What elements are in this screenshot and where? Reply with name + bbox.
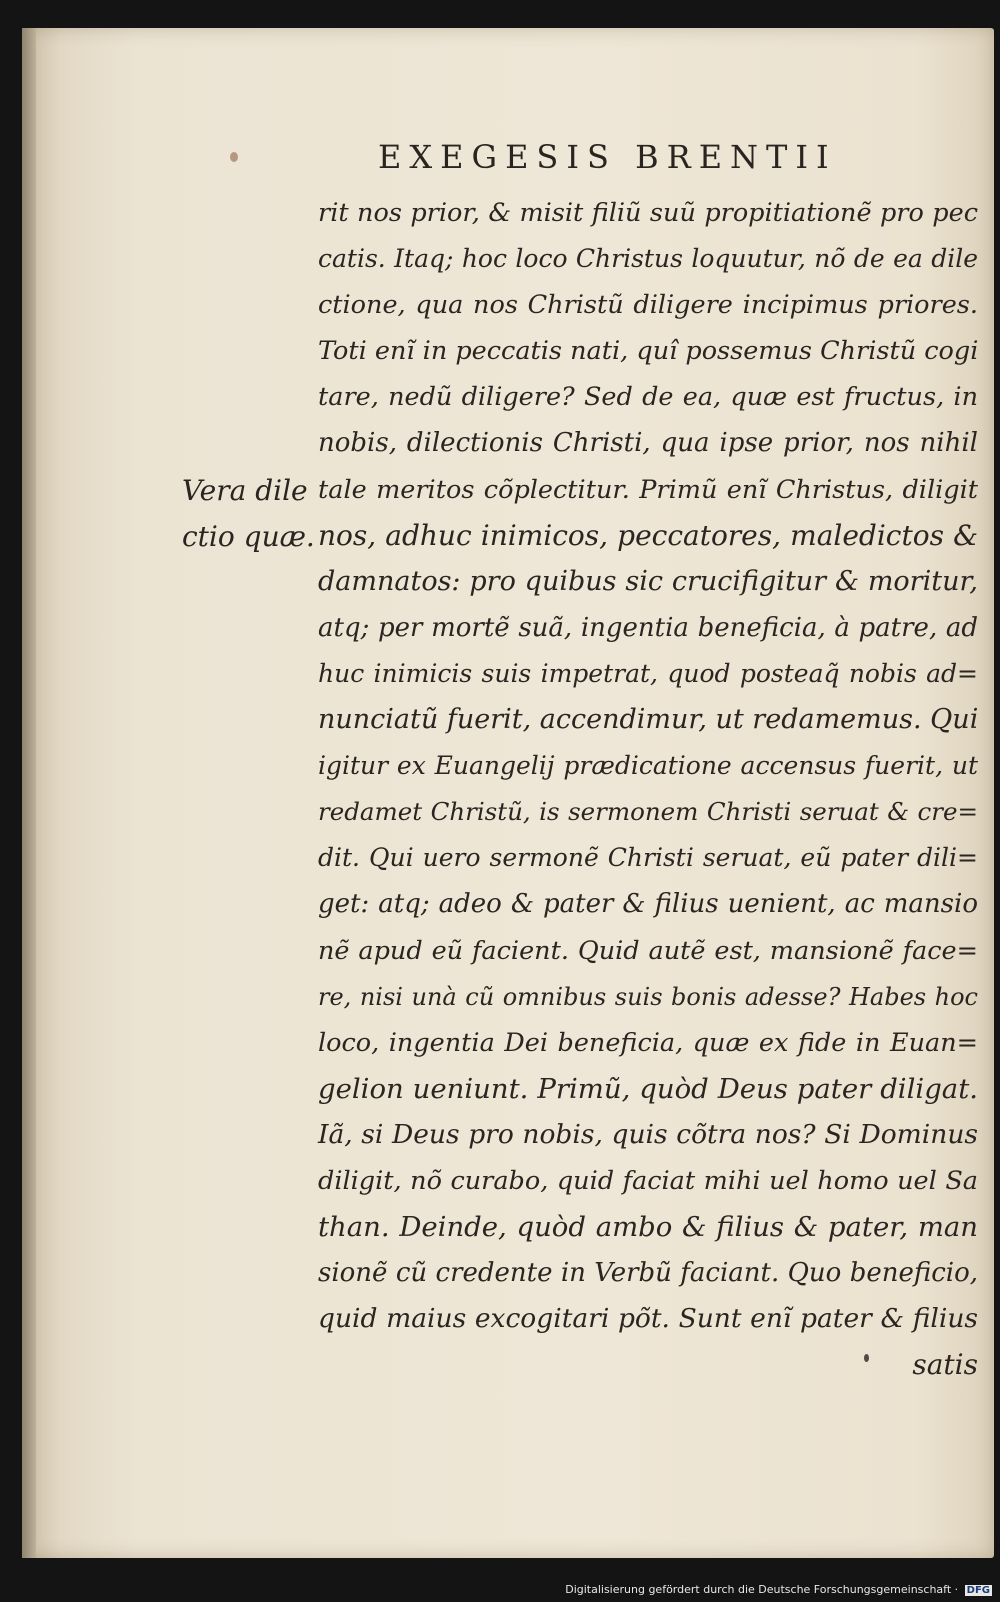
text-line: nobis, dilectionis Christi, qua ipse prior, nos nihil (318, 428, 978, 459)
main-text (318, 190, 978, 1388)
catchword: satis (912, 1348, 978, 1382)
text-line: nos, adhuc inimicos, peccatores, maledictos & (318, 518, 978, 552)
text-line: loco, ingentia Dei beneficia, quæ ex fide in Euan= (318, 1027, 978, 1058)
text-line: huc inimicis suis impetrat, quod posteaq̃ nobis ad= (318, 658, 978, 688)
text-line: Iã, si Deus pro nobis, quis cõtra nos? Si Dominus (318, 1118, 978, 1150)
text-line: re, nisi unà cũ omnibus suis bonis adesse? Habes hoc (318, 982, 978, 1011)
digitization-footer: Digitalisierung gefördert durch die Deutsche Forschungsgemeinschaft · DFG (565, 1583, 990, 1596)
text-line: tare, nedũ diligere? Sed de ea, quæ est fructus, in (318, 382, 978, 413)
text-line: damnatos: pro quibus sic crucifigitur & moritur, (318, 565, 978, 597)
text-line: Toti enĩ in peccatis nati, quî possemus Christũ cogi (318, 336, 979, 367)
text-line: redamet Christũ, is sermonem Christi seruat & cre= (318, 797, 978, 827)
paper-stain (230, 152, 238, 162)
text-line: get: atq; adeo & pater & filius uenient, ac mansio (318, 889, 978, 920)
footer-text: Digitalisierung gefördert durch die Deutsche Forschungsgemeinschaft (565, 1583, 952, 1596)
text-line: sionẽ cũ credente in Verbũ faciant. Quo beneficio, (318, 1258, 978, 1289)
text-line: tale meritos cõplectitur. Primũ enĩ Christus, diligit (318, 474, 978, 505)
marginal-note-line: Vera dile (182, 474, 308, 507)
text-line: than. Deinde, quòd ambo & filius & pater, man (318, 1211, 978, 1244)
marginal-note-line: ctio quæ. (182, 520, 315, 553)
text-line: igitur ex Euangelij prædicatione accensus fuerit, ut (318, 751, 978, 781)
text-line: gelion ueniunt. Primũ, quòd Deus pater diligat. (318, 1072, 978, 1105)
text-line: quid maius excogitari põt. Sunt enĩ pater & filius (318, 1303, 978, 1335)
text-line: nẽ apud eũ facient. Quid autẽ est, mansionẽ face= (318, 935, 978, 966)
text-line: ctione, qua nos Christũ diligere incipimus priores. (318, 290, 978, 321)
dfg-logo: DFG (966, 1585, 990, 1596)
text-line: diligit, nõ curabo, quid faciat mihi uel homo uel Sa (318, 1165, 978, 1196)
text-line: catis. Itaq; hoc loco Christus loquutur, nõ de ea dile (318, 244, 978, 274)
text-line: dit. Qui uero sermonẽ Christi seruat, eũ pater dili= (318, 843, 978, 873)
book-page (22, 28, 994, 1558)
text-line: nunciatũ fuerit, accendimur, ut redamemus. Qui (318, 704, 979, 736)
marginal-note (182, 468, 322, 560)
running-header: EXEGESIS BRENTII (378, 138, 837, 176)
text-line: atq; per mortẽ suã, ingentia beneficia, à patre, ad (318, 612, 978, 643)
page-gutter (22, 28, 36, 1558)
text-line: rit nos prior, & misit filiũ suũ propitiationẽ pro pec (318, 198, 978, 228)
